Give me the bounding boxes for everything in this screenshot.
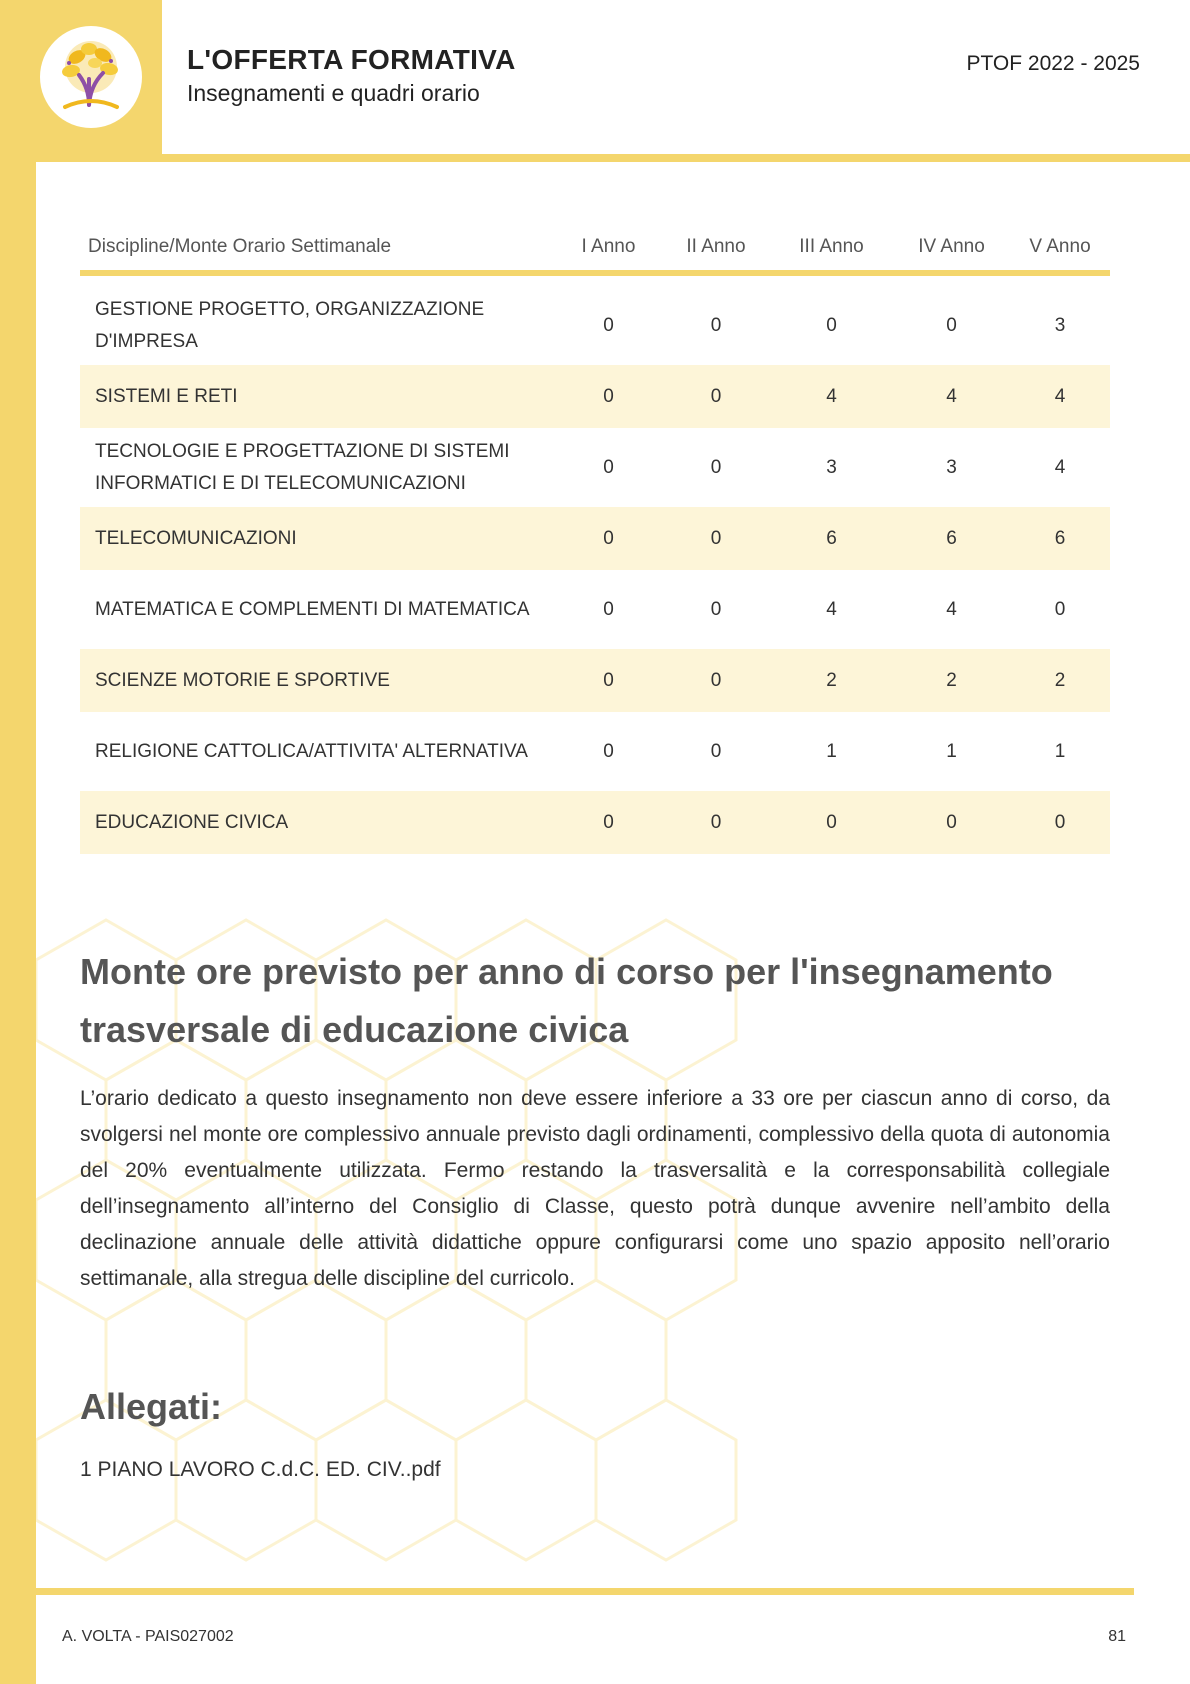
hours-cell: 6 [1010,507,1110,570]
discipline-cell: GESTIONE PROGETTO, ORGANIZZAZIONE D'IMPRESA [95,298,485,352]
hours-cell: 0 [555,791,662,854]
logo-badge [40,26,142,128]
left-accent-band [0,0,36,1684]
hours-cell: 4 [1054,456,1066,478]
hours-cell: 2 [770,649,893,712]
table-spacer [80,273,1110,286]
hours-cell: 0 [770,791,893,854]
hours-cell: 0 [662,507,770,570]
hours-cell: 0 [1054,598,1066,620]
hours-cell: 1 [1054,740,1066,762]
attachment-link[interactable]: 1 PIANO LAVORO C.d.C. ED. CIV..pdf [80,1458,441,1481]
hours-cell: 6 [770,507,893,570]
hours-cell: 1 [946,740,957,762]
column-header: Discipline/Monte Orario Settimanale [80,224,555,273]
header-divider [36,154,1190,162]
column-header: I Anno [555,224,662,273]
page-subtitle: Insegnamenti e quadri orario [187,80,480,106]
column-header: V Anno [1010,224,1110,273]
table-row [80,428,1110,507]
discipline-cell: SCIENZE MOTORIE E SPORTIVE [80,649,555,712]
column-header: II Anno [662,224,770,273]
footer-school: A. VOLTA - PAIS027002 [62,1628,234,1645]
discipline-cell: MATEMATICA E COMPLEMENTI DI MATEMATICA [95,598,530,620]
hours-cell: 0 [662,365,770,428]
table-row [80,365,1110,428]
section-title: Monte ore previsto per anno di corso per l'insegnamento trasversale di educazione civica [80,951,1053,1050]
page-number: 81 [1108,1628,1126,1645]
hours-cell: 0 [603,598,614,620]
hours-cell: 4 [826,598,837,620]
hours-cell: 0 [826,314,837,336]
hours-cell: 0 [710,314,722,336]
hours-cell: 0 [946,314,957,336]
hours-cell: 2 [1010,649,1110,712]
hours-cell: 3 [826,456,837,478]
hours-cell: 3 [1054,314,1066,336]
discipline-cell: TECNOLOGIE E PROGETTAZIONE DI SISTEMI INFORMATICI E DI TELECOMUNICAZIONI [95,440,510,494]
hours-cell: 0 [603,314,614,336]
tree-logo-icon [51,37,131,117]
hours-cell: 4 [893,365,1010,428]
hours-cell: 0 [1010,791,1110,854]
table-row [80,791,1110,854]
hours-cell: 6 [893,507,1010,570]
column-header: IV Anno [893,224,1010,273]
hours-cell: 0 [662,649,770,712]
hours-cell: 1 [826,740,837,762]
hours-cell: 0 [555,507,662,570]
table-row [80,507,1110,570]
hours-cell: 0 [555,365,662,428]
table-row [80,286,1110,365]
page-title: L'OFFERTA FORMATIVA [187,44,516,75]
hours-cell: 0 [893,791,1010,854]
hours-cell: 4 [770,365,893,428]
hours-cell: 0 [662,791,770,854]
logo-block [0,0,162,154]
discipline-cell: EDUCAZIONE CIVICA [80,791,555,854]
timetable [80,224,1110,854]
table-row [80,712,1110,791]
hours-cell: 0 [555,649,662,712]
hours-cell: 0 [603,740,614,762]
hours-cell: 0 [710,740,722,762]
hours-cell: 4 [946,598,957,620]
section-paragraph: L’orario dedicato a questo insegnamento non deve essere inferiore a 33 ore per ciascun anno di corso, da svolgersi nel monte ore complessivo annuale previsto dagli ordinamenti, complessivo della quota di autonomia del 20% eventualmente utilizzata. Fermo restando la trasversalità e la corresponsabilità collegiale dell’insegnamento all’interno del Consiglio di Classe, questo potrà dunque avvenire nell’ambito della declinazione annuale delle attività didattiche oppure configurarsi come uno spazio apposito nell’orario settimanale, alla stregua delle discipline del curricolo. [80,1087,1110,1290]
discipline-cell: RELIGIONE CATTOLICA/ATTIVITA' ALTERNATIVA [95,740,528,762]
hours-cell: 2 [893,649,1010,712]
discipline-cell: SISTEMI E RETI [80,365,555,428]
table-header-row [80,224,1110,273]
hours-cell: 0 [710,598,722,620]
discipline-cell: TELECOMUNICAZIONI [80,507,555,570]
hours-cell: 4 [1010,365,1110,428]
hours-cell: 3 [946,456,957,478]
footer-divider [36,1588,1134,1595]
table-row [80,570,1110,649]
hours-cell: 0 [710,456,722,478]
attachments-heading: Allegati: [80,1386,223,1427]
ptof-label: PTOF 2022 - 2025 [966,52,1140,75]
table-row [80,649,1110,712]
hours-cell: 0 [603,456,614,478]
column-header: III Anno [770,224,893,273]
